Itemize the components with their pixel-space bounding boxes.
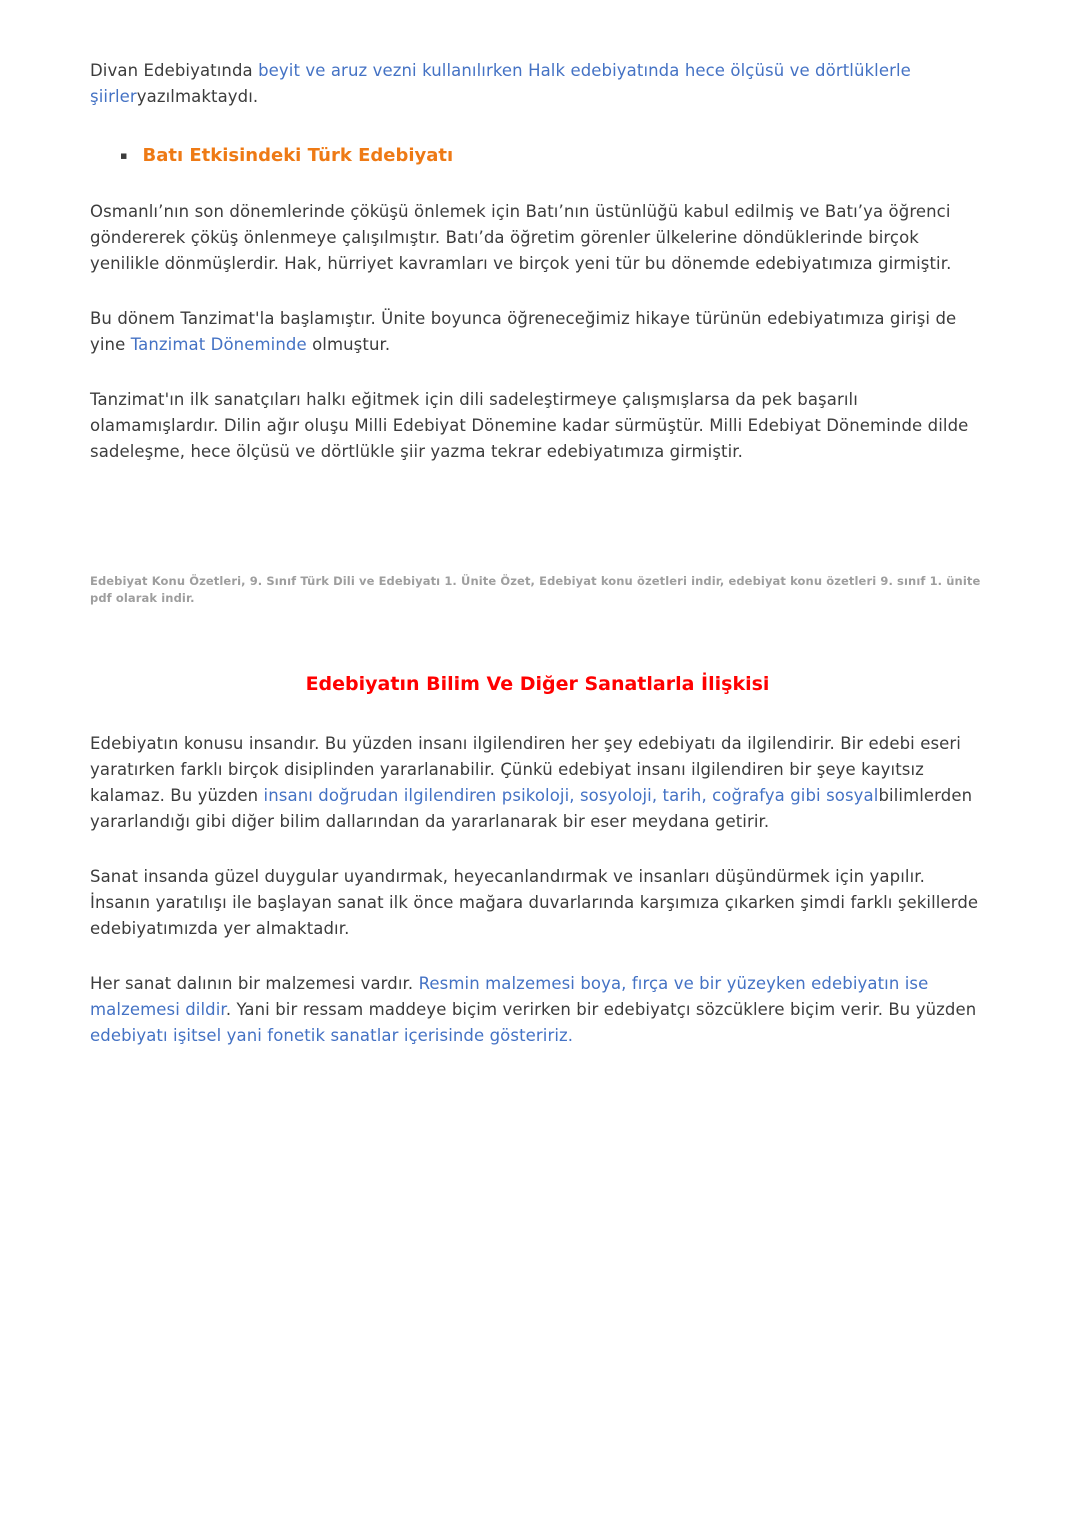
- square-bullet-icon: ▪: [120, 149, 128, 162]
- seo-note: Edebiyat Konu Özetleri, 9. Sınıf Türk Dili ve Edebiyatı 1. Ünite Özet, Edebiyat konu özetleri indir, edebiyat konu özetleri 9. sınıf 1. ünite pdf olarak indir.: [90, 574, 981, 605]
- heading-bati-etkisindeki-turk-edebiyati: [90, 145, 985, 166]
- text-segment: yazılmaktaydı.: [136, 87, 259, 106]
- text-segment: Tanzimat'ın ilk sanatçıları halkı eğitmek için dili sadeleştirmeye çalışmışlarsa da pek başarılı olamamışlardır. Dilin ağır oluşu Milli Edebiyat Dönemine kadar sürmüştür. Milli Edebiyat Döneminde dilde sadeleşme, hece ölçüsü ve dörtlükle şiir yazma tekrar edebiyatımıza girmiştir.: [90, 390, 969, 461]
- paragraph-edebiyat-konusu: [90, 731, 985, 835]
- text-segment: Tanzimat Döneminde: [130, 335, 307, 354]
- paragraph-sanat-malzemesi: [90, 971, 985, 1049]
- text-segment: edebiyatı işitsel yani fonetik sanatlar içerisinde gösteririz.: [90, 1026, 574, 1045]
- text-segment: Osmanlı’nın son dönemlerinde çöküşü önlemek için Batı’nın üstünlüğü kabul edilmiş ve Batı’ya öğrenci göndererek çöküş önlenmeye çalışılmıştır. Batı’da öğretim görenler ülkelerine döndüklerinde birçok yenilikle dönmüşlerdir. Hak, hürriyet kavramları ve birçok yeni tür bu dönemde edebiyatımıza girmiştir.: [90, 202, 952, 273]
- text-segment: insanı doğrudan ilgilendiren psikoloji, sosyoloji, tarih, coğrafya gibi sosyal: [263, 786, 879, 805]
- paragraph-sanat-insanda: [90, 864, 985, 942]
- heading-edebiyatin-bilim-iliskisi: Edebiyatın Bilim Ve Diğer Sanatlarla İlişkisi: [305, 673, 770, 695]
- text-segment: Divan Edebiyatında: [90, 61, 259, 80]
- text-segment: . Yani bir ressam maddeye biçim verirken bir edebiyatçı sözcüklere biçim verir. Bu yüzden: [225, 1000, 977, 1019]
- heading-label: Batı Etkisindeki Türk Edebiyatı: [142, 145, 454, 166]
- text-segment: Edebiyatın konusu insandır. Bu yüzden insanı ilgilendiren her şey edebiyatı da ilgilendirir. Bir edebi eseri yaratırken farklı birçok disiplinden yararlanabilir. Çünkü edebiyat insanı ilgilendiren bir şeye kayıtsız kalamaz. Bu yüzden: [90, 734, 961, 805]
- text-segment: Bu dönem Tanzimat'la başlamıştır. Ünite boyunca öğreneceğimiz hikaye türünün edebiyatımıza girişi de yine: [90, 309, 957, 354]
- text-segment: Her sanat dalının bir malzemesi vardır.: [90, 974, 419, 993]
- text-segment: olmuştur.: [306, 335, 391, 354]
- paragraph-tanzimat-baslangic: [90, 306, 985, 358]
- text-segment: bilimlerden yararlandığı gibi diğer bilim dallarından da yararlanarak bir eser meydana getirir.: [90, 786, 973, 831]
- text-segment: beyit ve aruz vezni kullanılırken Halk edebiyatında hece ölçüsü ve dörtlüklerle şiirler: [90, 61, 911, 106]
- paragraph-tanzimat-sanatcilari: [90, 387, 985, 465]
- paragraph-divan-halk: [90, 58, 985, 110]
- text-segment: Sanat insanda güzel duygular uyandırmak, heyecanlandırmak ve insanları düşündürmek için yapılır. İnsanın yaratılışı ile başlayan sanat ilk önce mağara duvarlarında karşımıza çıkarken şimdi farklı şekillerde edebiyatımızda yer almaktadır.: [90, 867, 979, 938]
- paragraph-osmanli-son-donem: [90, 199, 985, 277]
- text-segment: Resmin malzemesi boya, fırça ve bir yüzeyken edebiyatın ise malzemesi dildir: [90, 974, 929, 1019]
